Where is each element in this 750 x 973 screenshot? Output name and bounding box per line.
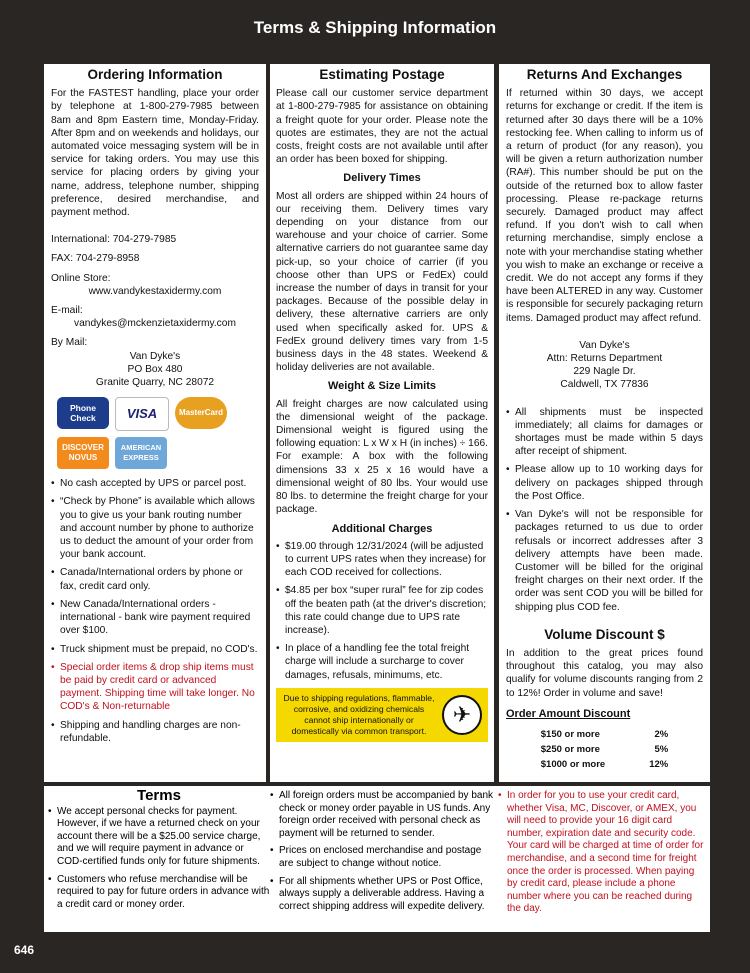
postage-heading: Estimating Postage	[319, 67, 445, 82]
credit-card-note: • In order for you to use your credit card, whether Visa, MC, Discover, or AMEX, you will need to provide your 16 digit card number, expiration date and security code. Your card will be charged at time of order for merchandise, and a second time for freight once the order is processed. When paying by credit card, please include a phone number where you can be reached during the day.	[498, 790, 706, 916]
mail-city: Granite Quarry, NC 28072	[95, 377, 215, 389]
hazard-text: Due to shipping regulations, flammable, corrosive, and oxidizing chemicals cannot ship internationally or domestically via common transport.	[283, 692, 435, 736]
postage-intro: Please call our customer service department at 1-800-279-7985 for assistance on obtaining a freight quote for your order. Please note the quotes are estimates, they are not the actual costs, freight costs are not available until after an order has been boxed for shipping.	[276, 88, 488, 166]
ordering-bullets	[51, 477, 259, 745]
additional-charges-list	[276, 540, 488, 682]
list-item: • Customers who refuse merchandise will be required to pay for future orders in advance with a credit card or money order.	[48, 874, 270, 912]
volume-discount-text: In addition to the great prices found throughout this catalog, you may also qualify for volume discounts ranging from 2 to 12%! Order in volume and save!	[506, 647, 703, 699]
returns-bullets	[506, 406, 703, 614]
returns-addr-city: Caldwell, TX 77836	[560, 379, 649, 391]
list-item: • Van Dyke's will not be responsible for packages returned to us due to order refusals or incorrect addresses after 3 delivery attempts have been made. Customer will be billed for the original freight charges on their next order. If the order was sent COD you will be billed for shipping plus COD fee.	[506, 508, 703, 614]
list-item: • All shipments must be inspected immediately; all claims for damages or shortages must be made within 5 days after receipt of shipment.	[506, 406, 703, 459]
discount-rate: 12%	[649, 759, 669, 771]
order-amount-heading: Order Amount Discount	[506, 707, 631, 720]
page-title: Terms & Shipping Information	[253, 18, 497, 37]
mailing-address	[51, 350, 259, 390]
table-row	[531, 727, 678, 742]
estimating-postage-section	[270, 64, 494, 782]
returns-section	[499, 64, 710, 782]
online-store-url[interactable]: www.vandykestaxidermy.com	[88, 285, 222, 297]
ordering-heading: Ordering Information	[87, 67, 223, 82]
returns-addr-street: 229 Nagle Dr.	[573, 366, 636, 378]
list-item: • All foreign orders must be accompanied by bank check or money order payable in US funds. Any foreign order received with personal check as payment will be returned to sender.	[270, 790, 498, 840]
discount-amount: $150 or more	[540, 728, 600, 740]
email-label: E-mail:	[51, 305, 83, 317]
discount-amount: $1000 or more	[540, 759, 606, 771]
list-item: • Please allow up to 10 working days for delivery on packages shipped through the Post Office.	[506, 463, 703, 503]
visa-logo: VISA	[115, 397, 169, 431]
returns-address	[506, 339, 703, 392]
list-item: • $4.85 per box “super rural” fee for zip codes off the beaten path (at the driver's discretion; this rate could change due to UPS rate increase).	[276, 584, 488, 637]
returns-heading: Returns And Exchanges	[526, 67, 683, 82]
mail-box: PO Box 480	[127, 363, 183, 375]
mastercard-logo: MasterCard	[175, 397, 227, 429]
list-item: • Prices on enclosed merchandise and postage are subject to change without notice.	[270, 845, 498, 870]
fax-number: FAX: 704-279-8958	[51, 253, 140, 265]
returns-text: If returned within 30 days, we accept returns for exchange or credit. If the item is returned after 30 days there will be a 10% restocking fee. When calling to inform us of a return of product (for any reason), you will be given a return authorization number (RA#). This number should be put on the outside of the returned box to allow faster processing. Please re-package returns securely. Damaged product may affect refund. If you don't wish to call when returning merchandise, simply enclose a note with your merchandise stating whether you wish to make an exchange or receive a credit. We do not accept any forms if they have been ALTERED in any way. Customer is responsible for securely packaging return items. Damaged product may affect refund.	[506, 88, 703, 324]
mail-name: Van Dyke's	[129, 350, 181, 362]
amex-logo: AMERICAN EXPRESS	[115, 437, 167, 469]
hazard-notice	[276, 688, 488, 742]
online-store-label: Online Store:	[51, 272, 111, 284]
list-item: • Shipping and handling charges are non-refundable.	[51, 719, 259, 745]
table-row	[531, 742, 678, 757]
delivery-heading: Delivery Times	[343, 172, 421, 185]
email-address[interactable]: vandykes@mckenzietaxidermy.com	[74, 318, 236, 330]
discount-rate: 5%	[654, 744, 669, 756]
no-air-shipping-icon: ✈	[442, 695, 482, 735]
mail-label: By Mail:	[51, 337, 88, 349]
list-item: • We accept personal checks for payment. However, if we have a returned check on your account there will be a $25.00 service charge, and we will require payment in advance or COD-certified funds only for future shipments.	[48, 806, 270, 869]
list-item: • In place of a handling fee the total freight charge will include a surcharge to cover damages, refusals, minimums, etc.	[276, 642, 488, 682]
volume-discount-heading: Volume Discount $	[544, 626, 665, 642]
list-item: • New Canada/International orders - international - bank wire payment required over $100.	[51, 598, 259, 638]
terms-section	[44, 786, 710, 932]
list-item: • “Check by Phone” is available which allows you to give us your bank routing number and account number by phone to authorize us to deduct the amount of your order from your bank account.	[51, 495, 259, 561]
ordering-intro: For the FASTEST handling, place your order by telephone at 1-800-279-7985 between 8am and 8pm Eastern time, Monday-Friday. After 8pm and on weekends and holidays, our automated voice messaging system will be in service for taking orders. You may use this service for placing orders by giving your name, address, telephone number, shipping preference, desired merchandise, and payment method.	[51, 88, 259, 219]
discount-rate: 2%	[654, 728, 669, 740]
table-row	[531, 757, 678, 772]
additional-heading: Additional Charges	[331, 522, 433, 535]
weight-heading: Weight & Size Limits	[328, 380, 436, 393]
special-order-note: • Special order items & drop ship items must be paid by credit card or advanced payment. Shipping time will take longer. No COD's & Non-returnable	[51, 661, 259, 714]
ordering-information-section	[44, 64, 266, 782]
list-item: • No cash accepted by UPS or parcel post.	[51, 477, 259, 490]
list-item: • For all shipments whether UPS or Post Office, always supply a deliverable address. Having a correct shipping address will expedite delivery.	[270, 876, 498, 914]
terms-heading: Terms	[137, 787, 181, 804]
terms-column-1	[48, 787, 270, 916]
international-phone: International: 704-279-7985	[51, 234, 177, 246]
list-item: • $19.00 through 12/31/2024 (will be adjusted to current UPS rates when they increase) for each COD received for collections.	[276, 540, 488, 580]
payment-badges	[57, 397, 257, 469]
phone-check-badge: Phone Check	[57, 397, 109, 429]
weight-text: All freight charges are now calculated using the dimensional weight of the package. Dimensional weight is figured using the following equation: L x W x H (in inches) ÷ 166. For example: A box with the following dimensions 33 x 25 x 16 would have a dimensional weight of 80 lbs. Your would use 80 lbs. to determine the freight charge for your package.	[276, 398, 488, 516]
discover-logo: DISCOVER NOVUS	[57, 437, 109, 469]
list-item: • Canada/International orders by phone or fax, credit card only.	[51, 566, 259, 592]
terms-column-3	[498, 790, 706, 921]
returns-addr-name: Van Dyke's	[579, 339, 630, 351]
discount-amount: $250 or more	[540, 744, 600, 756]
delivery-text: Most all orders are shipped within 24 hours of our receiving them. Delivery times vary depending on your distance from our warehouse and your choice of carrier. Some alternative carriers do not guarantee same day pick-up, so your choice of carrier (if you choose other than UPS or FedEx) could increase the number of days in transit for your packages. Because of the possible delay in delivery, these alternative carriers are only used when specifically asked for. UPS & FedEx ground delivery times vary from 1-5 business days in the 48 states. Weekend & holiday deliveries are not available.	[276, 190, 488, 374]
terms-column-2	[270, 790, 498, 918]
discount-table	[531, 727, 678, 773]
list-item: • Truck shipment must be prepaid, no COD's.	[51, 643, 259, 656]
returns-addr-attn: Attn: Returns Department	[546, 353, 663, 365]
page-number: 646	[14, 943, 35, 957]
